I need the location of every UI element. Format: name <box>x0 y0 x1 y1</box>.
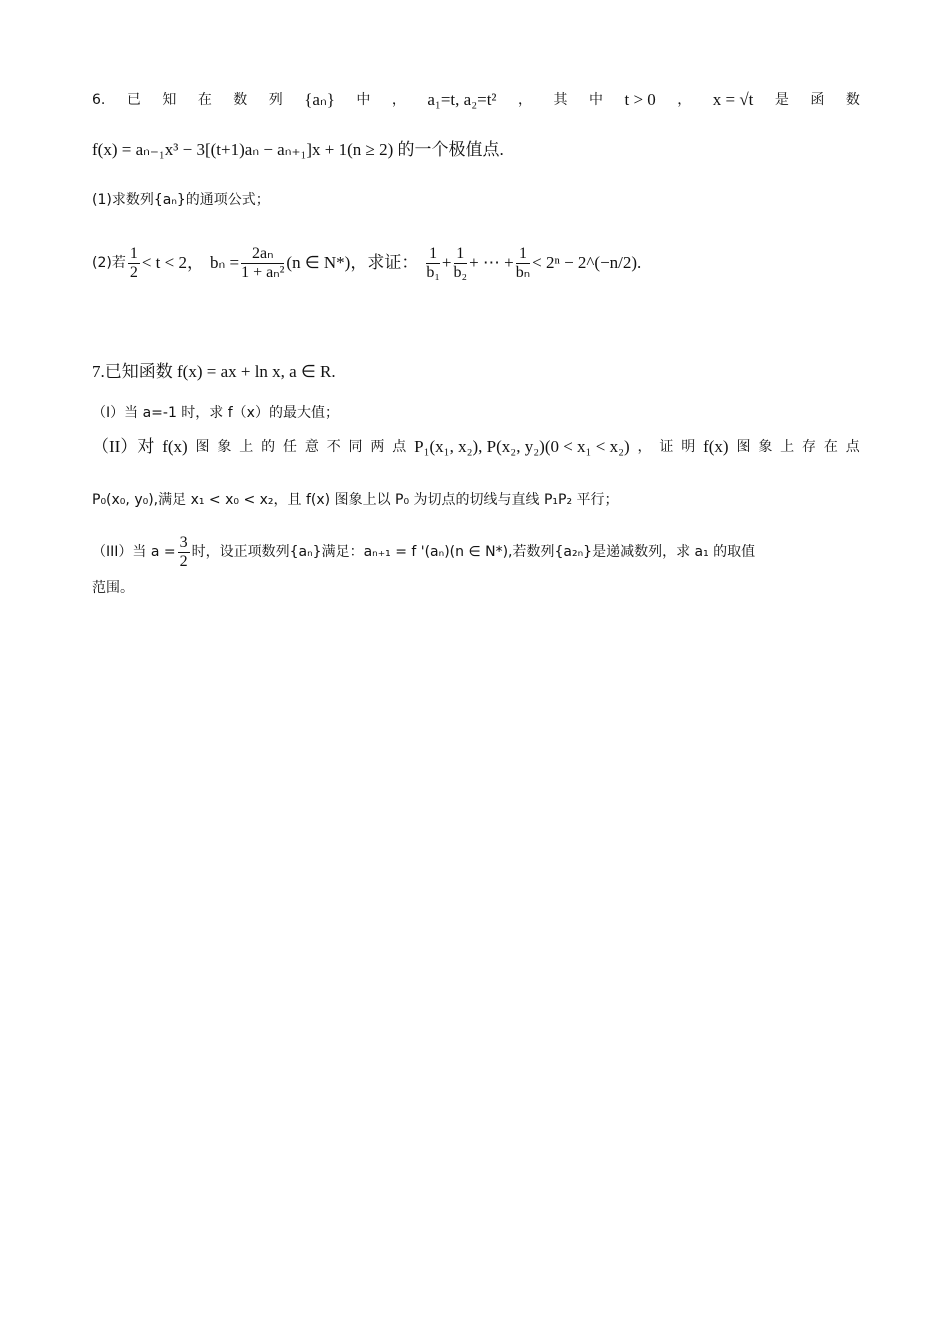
problem7-part2-line1 <box>92 437 860 457</box>
problem6-part1: (1)求数列{aₙ}的通项公式； <box>92 192 270 208</box>
problem6-line1-token: 6. <box>92 92 106 108</box>
problem7-line1: 7.已知函数 f(x) = ax + ln x, a ∈ R. <box>92 362 336 381</box>
sum-term-n <box>516 245 530 282</box>
problem6-line1-token: a₁=t, a₂=t² <box>427 90 497 109</box>
problem6-line1-token: 中 <box>588 92 603 108</box>
problem7-part2-token: 点 <box>392 439 407 455</box>
problem6-line1 <box>92 90 860 110</box>
part2-prefix: (2)若 <box>92 255 126 271</box>
problem6-line1-token: 数 <box>845 92 860 108</box>
bn-numerator: 2aₙ <box>241 245 284 264</box>
problem7-part2-token: 同 <box>348 439 363 455</box>
problem7-part3-line1 <box>92 530 860 574</box>
problem7-part2-token: 图 <box>736 439 751 455</box>
half-denominator: 2 <box>129 263 138 281</box>
problem6-line1-token: 其 <box>553 92 568 108</box>
sum-term-2-num: 1 <box>454 245 468 264</box>
half-fraction <box>128 245 140 282</box>
sum-term-2-den: b₂ <box>453 263 468 281</box>
problem6-line1-token: 是 <box>774 92 789 108</box>
problem7-part2-token: （II）对 <box>92 437 155 456</box>
problem7-part2-token: 任 <box>282 439 297 455</box>
problem7-part2-token: ， <box>637 439 652 455</box>
three-halves-den: 2 <box>179 552 188 570</box>
problem7-part2-token: 明 <box>681 439 696 455</box>
problem7-part2-token: 两 <box>370 439 385 455</box>
problem6-line1-token: {aₙ} <box>304 90 335 109</box>
half-numerator: 1 <box>129 244 138 262</box>
bn-label: bₙ = <box>210 253 240 272</box>
sum-term-n-den: bₙ <box>515 263 531 281</box>
sum-term-2 <box>454 245 468 282</box>
plus-sign: + <box>441 253 452 272</box>
sum-term-1-num: 1 <box>426 245 440 264</box>
inequality-rhs: < 2ⁿ − 2^(−n/2). <box>532 253 642 272</box>
problem7-part2-token: 上 <box>239 439 254 455</box>
part3-prefix: （III）当 a = <box>92 544 176 560</box>
problem7-part2-token: 存 <box>802 439 817 455</box>
bn-tail: (n ∈ N*)，求证： <box>286 253 419 272</box>
problem6-line1-token: 已 <box>126 92 141 108</box>
problem7-part2-token: 象 <box>758 439 773 455</box>
bn-denominator: 1 + aₙ² <box>241 263 285 281</box>
problem6-line1-token: ， <box>518 92 533 108</box>
part2-condition: < t < 2， <box>141 253 204 272</box>
problem7-part3-line2: 范围。 <box>92 580 134 596</box>
problem6-line1-token: 知 <box>162 92 177 108</box>
sum-term-1 <box>426 245 440 282</box>
problem7-part2-token: 图 <box>195 439 210 455</box>
problem6-line1-token: ， <box>391 92 406 108</box>
problem7-part2-token: 点 <box>845 439 860 455</box>
dots: + ⋯ + <box>469 253 514 272</box>
sum-term-1-den: b₁ <box>426 263 440 281</box>
problem6-line1-token: 中 <box>356 92 371 108</box>
bn-fraction <box>241 245 284 282</box>
problem6-line1-token: 列 <box>268 92 283 108</box>
problem6-line1-token: t > 0 <box>624 90 656 109</box>
part3-rest: 时，设正项数列{aₙ}满足：aₙ₊₁ = f '(aₙ)(n ∈ N*),若数列{a₂ₙ}是递减数列，求 a₁ 的取值 <box>191 544 756 560</box>
problem7-part2-token: 象 <box>217 439 232 455</box>
problem7-part2-token: 上 <box>780 439 795 455</box>
problem7-part2-token: 意 <box>304 439 319 455</box>
problem6-line1-token: 函 <box>810 92 825 108</box>
problem6-line1-token: x = √t <box>712 90 754 109</box>
problem7-part2-token: 的 <box>261 439 276 455</box>
problem7-part1: （I）当 a=-1 时，求 f（x）的最大值； <box>92 405 339 421</box>
three-halves-fraction <box>178 534 190 571</box>
sum-term-n-num: 1 <box>516 245 530 264</box>
problem6-line1-token: 数 <box>233 92 248 108</box>
problem6-part2 <box>92 238 860 288</box>
problem7-part2-token: 在 <box>823 439 838 455</box>
three-halves-num: 3 <box>179 533 188 551</box>
problem7-part2-token: 证 <box>659 439 674 455</box>
problem6-line1-token: ， <box>677 92 692 108</box>
problem7-part2-token: f(x) <box>703 437 729 456</box>
problem7-part2-token: f(x) <box>162 437 188 456</box>
problem7-part2-token: 不 <box>326 439 341 455</box>
problem7-part2-token: P₁(x₁, x₂), P(x₂, y₂)(0 < x₁ < x₂) <box>414 437 630 456</box>
problem6-line2: f(x) = aₙ₋₁x³ − 3[(t+1)aₙ − aₙ₊₁]x + 1(n ≥ 2) 的一个极值点. <box>92 140 504 159</box>
problem6-line1-token: 在 <box>197 92 212 108</box>
problem7-part2-line2: P₀(x₀, y₀),满足 x₁ < x₀ < x₂，且 f(x) 图象上以 P₀ 为切点的切线与直线 P₁P₂ 平行； <box>92 492 619 508</box>
